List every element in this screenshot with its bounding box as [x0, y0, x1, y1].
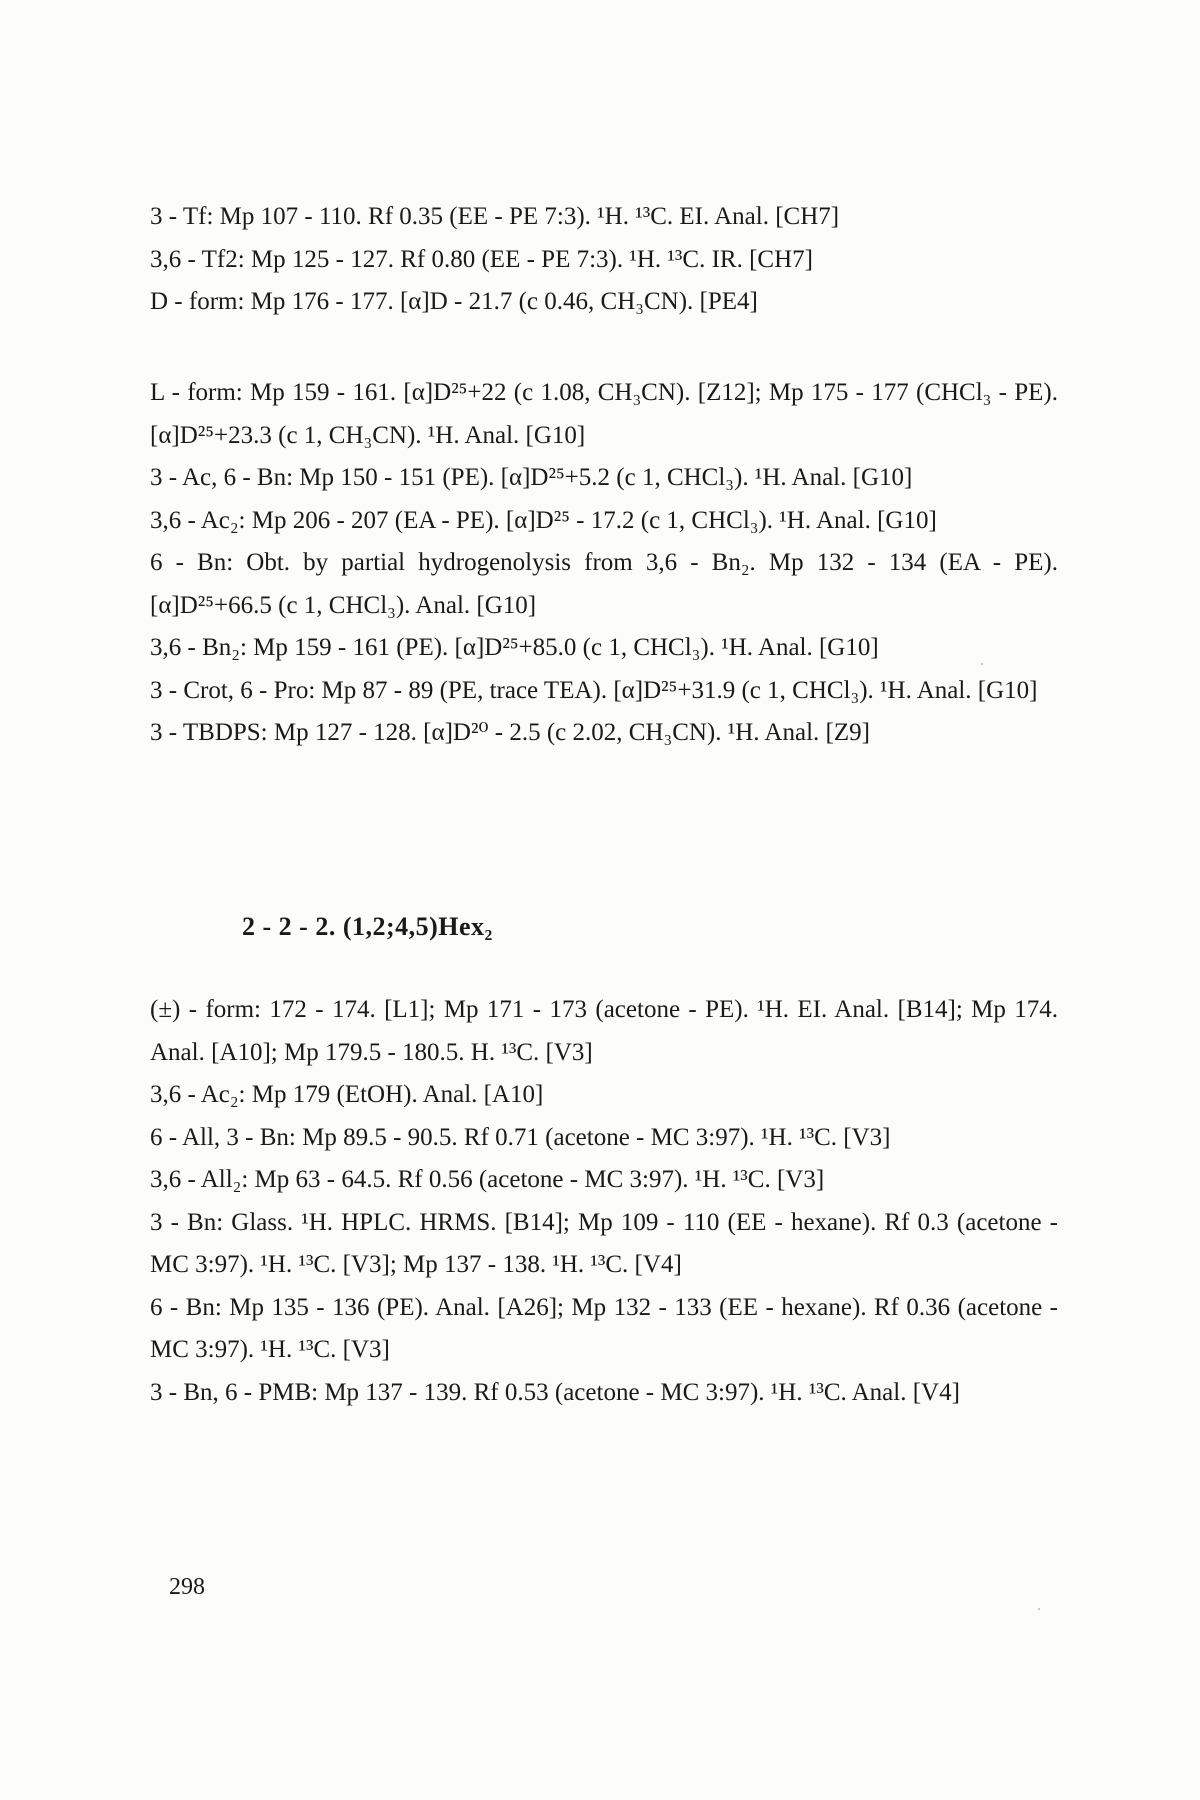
compound-entry: 6 - Bn: Mp 135 - 136 (PE). Anal. [A26]; Mp 132 - 133 (EE - hexane). Rf 0.36 (acetone - MC 3:97). ¹H. ¹³C. [V3] [150, 1293, 1058, 1363]
compound-entry: 3 - TBDPS: Mp 127 - 128. [α]D²⁰ - 2.5 (c 2.02, CH₃CN). ¹H. Anal. [Z9] [150, 719, 870, 746]
scan-speck [981, 663, 983, 665]
compound-entry: 6 - All, 3 - Bn: Mp 89.5 - 90.5. Rf 0.71 (acetone - MC 3:97). ¹H. ¹³C. [V3] [150, 1123, 891, 1151]
compound-entry: 6 - Bn: Obt. by partial hydrogenolysis from 3,6 - Bn₂. Mp 132 - 134 (EA - PE). [α]D²⁵+66.5 (c 1, CHCl₃). Anal. [G10] [150, 549, 1058, 619]
compound-entry: 3 - Tf: Mp 107 - 110. Rf 0.35 (EE - PE 7:3). ¹H. ¹³C. EI. Anal. [CH7] [150, 203, 840, 230]
section-heading: 2 - 2 - 2. (1,2;4,5)Hex₂ [242, 912, 493, 941]
page-number: 298 [169, 1574, 205, 1600]
compound-list-part-2 [150, 372, 1058, 755]
compound-entry: (±) - form: 172 - 174. [L1]; Mp 171 - 173 (acetone - PE). ¹H. EI. Anal. [B14]; Mp 174. Anal. [A10]; Mp 179.5 - 180.5. H. ¹³C. [V3] [150, 996, 1058, 1066]
compound-entry: 3,6 - Tf2: Mp 125 - 127. Rf 0.80 (EE - PE 7:3). ¹H. ¹³C. IR. [CH7] [150, 245, 813, 273]
compound-entry: 3,6 - All₂: Mp 63 - 64.5. Rf 0.56 (acetone - MC 3:97). ¹H. ¹³C. [V3] [150, 1166, 825, 1193]
compound-entry: 3 - Ac, 6 - Bn: Mp 150 - 151 (PE). [α]D²⁵+5.2 (c 1, CHCl₃). ¹H. Anal. [G10] [150, 464, 913, 491]
compound-list-part-3 [150, 989, 1058, 1414]
compound-entry: 3 - Crot, 6 - Pro: Mp 87 - 89 (PE, trace TEA). [α]D²⁵+31.9 (c 1, CHCl₃). ¹H. Anal. [G10] [150, 676, 1038, 704]
compound-entry: 3,6 - Ac₂: Mp 179 (EtOH). Anal. [A10] [150, 1081, 544, 1108]
compound-entry: 3,6 - Ac₂: Mp 206 - 207 (EA - PE). [α]D²⁵ - 17.2 (c 1, CHCl₃). ¹H. Anal. [G10] [150, 506, 937, 534]
compound-entry: L - form: Mp 159 - 161. [α]D²⁵+22 (c 1.08, CH₃CN). [Z12]; Mp 175 - 177 (CHCl₃ - PE). [α]D²⁵+23.3 (c 1, CH₃CN). ¹H. Anal. [G10] [150, 379, 1058, 449]
compound-entry: 3,6 - Bn₂: Mp 159 - 161 (PE). [α]D²⁵+85.0 (c 1, CHCl₃). ¹H. Anal. [G10] [150, 634, 879, 661]
compound-entry: 3 - Bn: Glass. ¹H. HPLC. HRMS. [B14]; Mp 109 - 110 (EE - hexane). Rf 0.3 (acetone - MC 3:97). ¹H. ¹³C. [V3]; Mp 137 - 138. ¹H. ¹³C. [V4] [150, 1208, 1058, 1278]
compound-list-part-1 [150, 196, 1058, 324]
scan-speck [1038, 1608, 1040, 1610]
compound-entry: D - form: Mp 176 - 177. [α]D - 21.7 (c 0.46, CH₃CN). [PE4] [150, 288, 758, 315]
compound-entry: 3 - Bn, 6 - PMB: Mp 137 - 139. Rf 0.53 (acetone - MC 3:97). ¹H. ¹³C. Anal. [V4] [150, 1378, 960, 1406]
